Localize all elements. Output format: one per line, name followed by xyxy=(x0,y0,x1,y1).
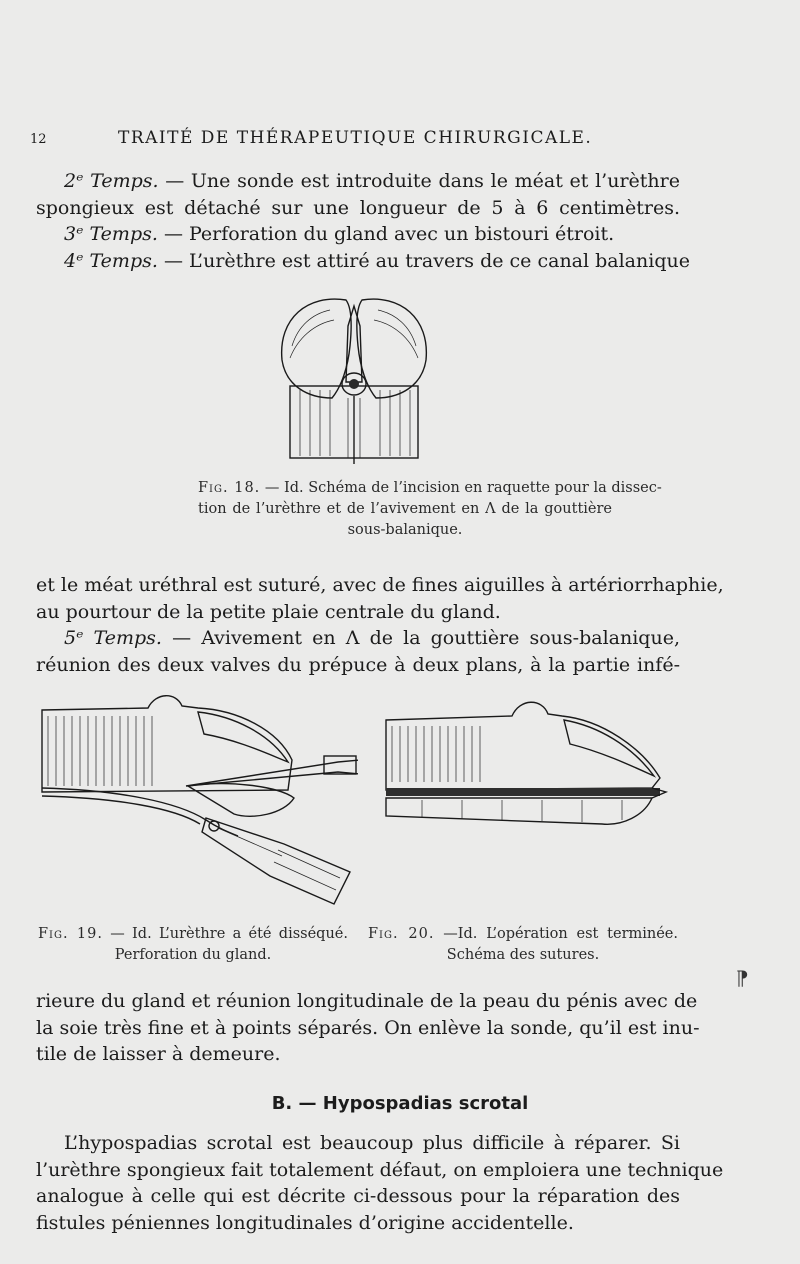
text-line: rieure du gland et réunion longitudinale de la peau du pénis avec de xyxy=(36,990,698,1012)
figure-18-label: Fig. 18. xyxy=(198,480,261,496)
text-line: 2ᵉ Temps. — Une sonde est introduite dans le méat et l’urèthre xyxy=(64,170,680,192)
caption-line: tion de l’urèthre et de l’avivement en Λ de la gouttière xyxy=(198,501,612,517)
text-line: L’hypospadias scrotal est beaucoup plus difficile à réparer. Si xyxy=(64,1132,680,1154)
caption-line: — Id. L’urèthre a été disséqué. xyxy=(110,926,348,942)
paragraph-hypospadias-scrotal xyxy=(36,1130,724,1236)
text-line: 4ᵉ Temps. — L’urèthre est attiré au travers de ce canal balanique xyxy=(64,249,690,272)
text-line: 3ᵉ Temps. — Perforation du gland avec un bistouri étroit. xyxy=(64,223,615,245)
figure-19-caption xyxy=(38,924,348,966)
page-number: 12 xyxy=(30,132,47,147)
caption-line: Perforation du gland. xyxy=(114,947,272,963)
margin-mark: ⁋ xyxy=(736,966,749,990)
figure-20-caption xyxy=(368,924,678,966)
figure-19-illustration xyxy=(38,690,358,912)
running-header xyxy=(30,128,750,152)
text-line: et le méat uréthral est suturé, avec de fines aiguilles à artériorrhaphie, xyxy=(36,574,724,596)
text-line: tile de laisser à demeure. xyxy=(36,1043,281,1065)
caption-line: Schéma des sutures. xyxy=(446,947,600,963)
running-title: TRAITÉ DE THÉRAPEUTIQUE CHIRURGICALE. xyxy=(118,128,593,148)
text-line: analogue à celle qui est décrite ci-dessous pour la réparation des xyxy=(36,1185,680,1207)
paragraph-temps-5 xyxy=(36,572,724,678)
figure-18-illustration xyxy=(268,286,440,468)
text-line: l’urèthre spongieux fait totalement défaut, on emploiera une technique xyxy=(36,1158,724,1181)
text-line: au pourtour de la petite plaie centrale du gland. xyxy=(36,600,501,623)
figure-19-label: Fig. 19. xyxy=(38,926,103,942)
section-heading: B. — Hypospadias scrotal xyxy=(271,1093,529,1114)
caption-line: — Id. Schéma de l’incision en raquette pour la dissec- xyxy=(264,480,662,496)
caption-line: sous-balanique. xyxy=(347,522,463,538)
text-line: la soie très fine et à points séparés. On enlève la sonde, qu’il est inu- xyxy=(36,1016,700,1039)
caption-line: —Id. L’opération est terminée. xyxy=(443,926,678,942)
text-line: 5ᵉ Temps. — Avivement en Λ de la gouttière sous-balanique, xyxy=(64,627,680,649)
figure-20-illustration xyxy=(382,692,672,834)
text-line: fistules péniennes longitudinales d’origine accidentelle. xyxy=(36,1211,574,1234)
paragraph-temps-2-4 xyxy=(36,168,690,274)
figure-20-label: Fig. 20. xyxy=(368,926,435,942)
text-line: spongieux est détaché sur une longueur de 5 à 6 centimètres. xyxy=(36,196,680,219)
paragraph-continuation xyxy=(36,988,700,1068)
figure-18-caption xyxy=(198,478,662,541)
text-line: réunion des deux valves du prépuce à deux plans, à la partie infé- xyxy=(36,653,680,676)
